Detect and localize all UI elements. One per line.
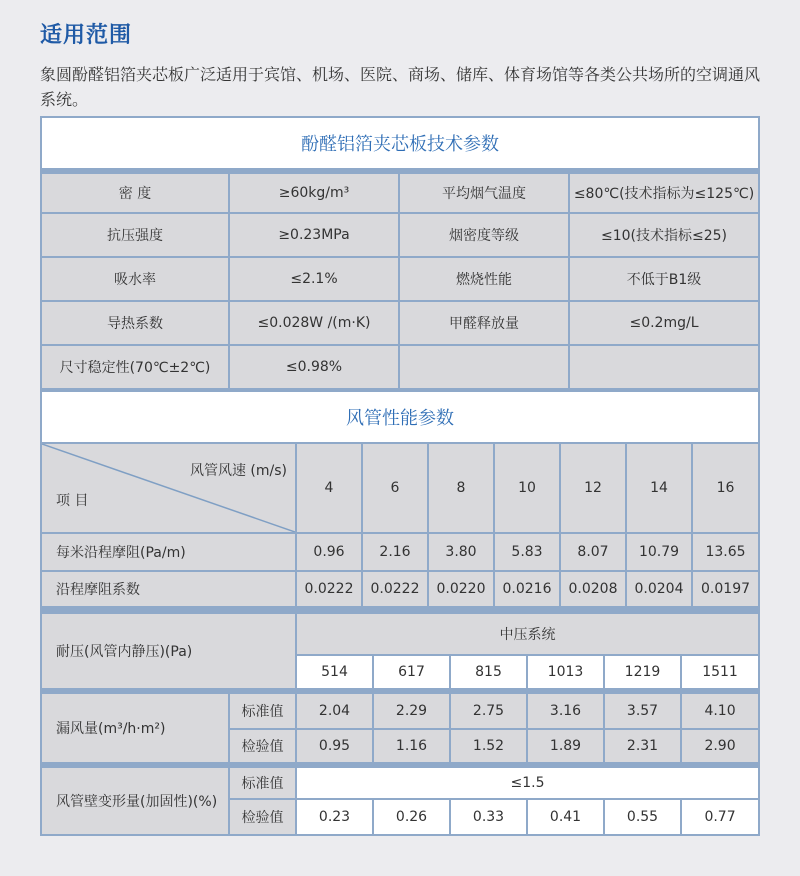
- speed-cell: 10: [494, 443, 560, 533]
- diagonal-line: [42, 444, 295, 532]
- pressure-cell: 1511: [681, 655, 759, 691]
- leak-standard-cell: 2.04: [296, 691, 373, 729]
- tech-cell: ≤0.028W /(m·K): [229, 301, 399, 345]
- friction-cell: 10.79: [626, 533, 692, 571]
- leak-test-cell: 1.52: [450, 729, 527, 765]
- pressure-cell: 1013: [527, 655, 604, 691]
- deform-test-cell: 0.77: [681, 799, 759, 835]
- deform-test-cell: 0.33: [450, 799, 527, 835]
- tech-params-table: [40, 116, 760, 390]
- leak-standard-cell: 4.10: [681, 691, 759, 729]
- leak-test-label: 检验值: [229, 729, 296, 765]
- coef-cell: 0.0208: [560, 571, 626, 607]
- deform-test-cell: 0.55: [604, 799, 681, 835]
- speed-cell: 12: [560, 443, 626, 533]
- pressure-leak-table: [40, 608, 760, 836]
- pressure-cell: 514: [296, 655, 373, 691]
- tech-cell: ≤0.98%: [229, 345, 399, 389]
- tech-cell: ≤2.1%: [229, 257, 399, 301]
- tech-cell: 吸水率: [41, 257, 229, 301]
- friction-cell: 8.07: [560, 533, 626, 571]
- coef-cell: 0.0216: [494, 571, 560, 607]
- pressure-cell: 617: [373, 655, 450, 691]
- tech-cell: 平均烟气温度: [399, 171, 569, 213]
- speed-cell: 4: [296, 443, 362, 533]
- deform-standard-label: 标准值: [229, 765, 296, 799]
- coef-cell: 0.0222: [296, 571, 362, 607]
- pressure-system: 中压系统: [296, 611, 759, 655]
- duct-table-title: 风管性能参数: [41, 391, 759, 443]
- deform-standard-value: ≤1.5: [296, 765, 759, 799]
- coef-cell: 0.0222: [362, 571, 428, 607]
- leak-standard-label: 标准值: [229, 691, 296, 729]
- deform-test-cell: 0.41: [527, 799, 604, 835]
- speed-cell: 14: [626, 443, 692, 533]
- coef-cell: 0.0204: [626, 571, 692, 607]
- pressure-cell: 1219: [604, 655, 681, 691]
- duct-params-table: [40, 390, 760, 608]
- tech-table-title: 酚醛铝箔夹芯板技术参数: [41, 117, 759, 171]
- diagonal-header: [41, 443, 296, 533]
- leak-label: 漏风量(m³/h·m²): [41, 691, 229, 765]
- tech-cell: 尺寸稳定性(70℃±2℃): [41, 345, 229, 389]
- tech-cell: ≥0.23MPa: [229, 213, 399, 257]
- leak-standard-cell: 2.75: [450, 691, 527, 729]
- tech-cell: 燃烧性能: [399, 257, 569, 301]
- tech-cell: 密 度: [41, 171, 229, 213]
- speed-cell: 16: [692, 443, 759, 533]
- tech-cell: ≥60kg/m³: [229, 171, 399, 213]
- speed-header-label: 风管风速 (m/s): [189, 463, 287, 479]
- tech-cell: 甲醛释放量: [399, 301, 569, 345]
- pressure-cell: 815: [450, 655, 527, 691]
- tech-cell: ≤80℃(技术指标为≤125℃): [569, 171, 759, 213]
- friction-cell: 2.16: [362, 533, 428, 571]
- speed-cell: 8: [428, 443, 494, 533]
- tech-cell: ≤0.2mg/L: [569, 301, 759, 345]
- tech-cell: [399, 345, 569, 389]
- friction-cell: 13.65: [692, 533, 759, 571]
- tech-cell: 烟密度等级: [399, 213, 569, 257]
- leak-test-cell: 2.90: [681, 729, 759, 765]
- friction-cell: 3.80: [428, 533, 494, 571]
- tech-cell: ≤10(技术指标≤25): [569, 213, 759, 257]
- coef-cell: 0.0220: [428, 571, 494, 607]
- deform-test-cell: 0.23: [296, 799, 373, 835]
- tech-cell: 不低于B1级: [569, 257, 759, 301]
- leak-standard-cell: 2.29: [373, 691, 450, 729]
- deform-label: 风管壁变形量(加固性)(%): [41, 765, 229, 835]
- leak-standard-cell: 3.16: [527, 691, 604, 729]
- coef-label: 沿程摩阻系数: [41, 571, 296, 607]
- deform-test-label: 检验值: [229, 799, 296, 835]
- spec-tables: [40, 116, 758, 836]
- item-header-label: 项 目: [56, 493, 89, 509]
- pressure-label: 耐压(风管内静压)(Pa): [41, 611, 296, 691]
- tech-cell: [569, 345, 759, 389]
- leak-test-cell: 1.16: [373, 729, 450, 765]
- leak-standard-cell: 3.57: [604, 691, 681, 729]
- friction-cell: 0.96: [296, 533, 362, 571]
- friction-cell: 5.83: [494, 533, 560, 571]
- leak-test-cell: 0.95: [296, 729, 373, 765]
- tech-cell: 导热系数: [41, 301, 229, 345]
- section-heading: 适用范围: [40, 23, 133, 48]
- coef-cell: 0.0197: [692, 571, 759, 607]
- speed-cell: 6: [362, 443, 428, 533]
- tech-cell: 抗压强度: [41, 213, 229, 257]
- leak-test-cell: 2.31: [604, 729, 681, 765]
- leak-test-cell: 1.89: [527, 729, 604, 765]
- intro-paragraph: 象圆酚醛铝箔夹芯板广泛适用于宾馆、机场、医院、商场、储库、体育场馆等各类公共场所的空调通风系统。: [40, 65, 761, 109]
- deform-test-cell: 0.26: [373, 799, 450, 835]
- friction-label: 每米沿程摩阻(Pa/m): [41, 533, 296, 571]
